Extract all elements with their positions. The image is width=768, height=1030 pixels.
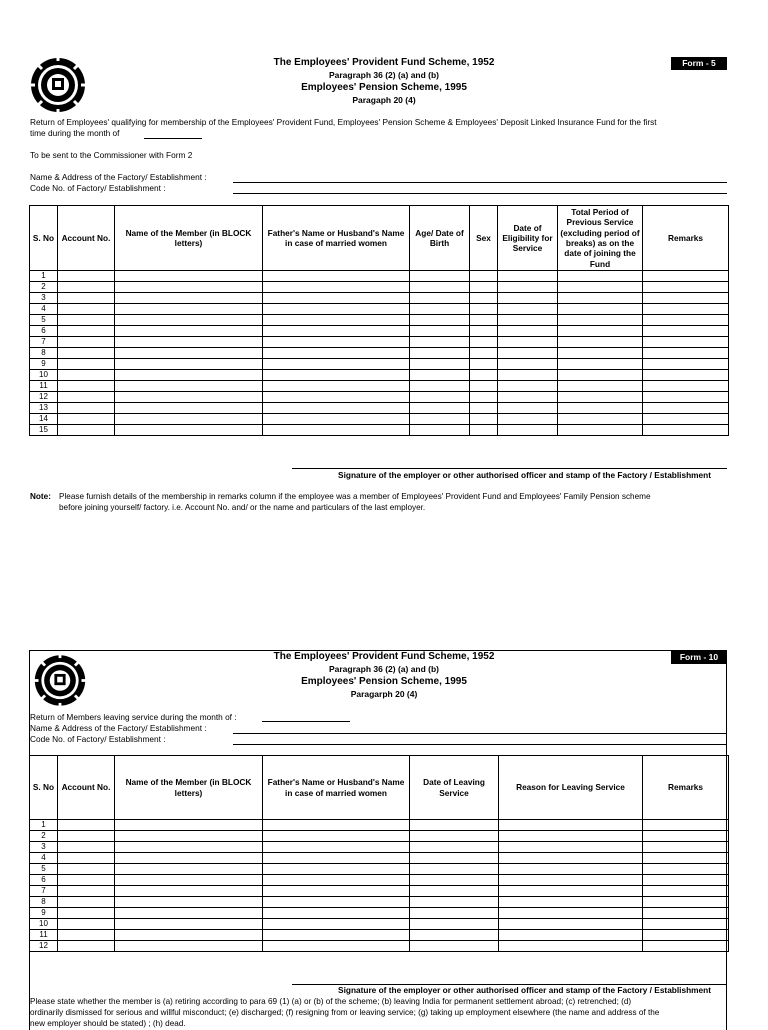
form-10-cell[interactable] <box>499 864 643 875</box>
form-10-cell[interactable] <box>263 875 410 886</box>
form-5-note-line-1: Please furnish details of the membership in remarks column if the employee was a member of Employees' Provident Fund and Employees' Family Pension scheme <box>59 492 651 501</box>
form-5-cell[interactable] <box>498 414 558 425</box>
form-5-cell[interactable] <box>115 359 263 370</box>
form-10-paragraph: Paragraph 36 (2) (a) and (b) <box>328 664 440 674</box>
form-5-cell[interactable] <box>263 348 410 359</box>
form-10-cell[interactable] <box>499 919 643 930</box>
table-row <box>30 864 729 875</box>
form-10-cell[interactable] <box>58 908 115 919</box>
form-5-cell[interactable] <box>498 425 558 436</box>
form-10-code-field[interactable] <box>233 744 727 745</box>
form-10-cell[interactable] <box>643 930 729 941</box>
form-5-cell[interactable] <box>558 370 643 381</box>
form-10-cell[interactable] <box>410 908 499 919</box>
form-5-cell[interactable] <box>410 392 470 403</box>
form-10-name-address-label: Name & Address of the Factory/ Establishment : <box>30 723 207 733</box>
form-10-cell[interactable] <box>499 842 643 853</box>
form-5-cell[interactable] <box>470 326 498 337</box>
form-10-cell[interactable] <box>58 831 115 842</box>
form-10-cell[interactable] <box>499 941 643 952</box>
form-5-cell[interactable] <box>115 381 263 392</box>
form-10-cell[interactable] <box>263 820 410 831</box>
form-5-cell[interactable] <box>263 370 410 381</box>
form-5-cell[interactable] <box>498 381 558 392</box>
table-row <box>30 370 729 381</box>
row-number: 13 <box>30 403 58 414</box>
form-5-cell[interactable] <box>558 403 643 414</box>
form-5-cell[interactable] <box>643 348 729 359</box>
col-member-name: Name of the Member (in BLOCK letters) <box>115 756 263 820</box>
form-5-cell[interactable] <box>498 326 558 337</box>
form-5-cell[interactable] <box>115 282 263 293</box>
form-5-cell[interactable] <box>115 293 263 304</box>
form-5-cell[interactable] <box>115 304 263 315</box>
form-5-signature-line <box>292 468 727 469</box>
form-5-cell[interactable] <box>410 403 470 414</box>
form-10-cell[interactable] <box>410 842 499 853</box>
form-10-cell[interactable] <box>58 886 115 897</box>
row-number: 5 <box>30 864 58 875</box>
form-10-cell[interactable] <box>643 842 729 853</box>
form-5-cell[interactable] <box>643 304 729 315</box>
form-5-cell[interactable] <box>643 282 729 293</box>
form-5-code-label: Code No. of Factory/ Establishment : <box>30 183 166 193</box>
form-5-cell[interactable] <box>115 326 263 337</box>
form-10-cell[interactable] <box>263 908 410 919</box>
form-10-cell[interactable] <box>115 831 263 842</box>
form-10-cell[interactable] <box>58 864 115 875</box>
table-row <box>30 337 729 348</box>
form-5-badge: Form - 5 <box>671 57 727 70</box>
form-5-note-label: Note: <box>30 492 51 501</box>
form-10-cell[interactable] <box>410 897 499 908</box>
form-5-cell[interactable] <box>558 381 643 392</box>
form-10-pension-title: Employees' Pension Scheme, 1995 <box>301 676 467 687</box>
form-5-cell[interactable] <box>410 315 470 326</box>
table-row <box>30 326 729 337</box>
form-5-cell[interactable] <box>643 381 729 392</box>
form-5-cell[interactable] <box>470 370 498 381</box>
col-sex: Sex <box>470 206 498 271</box>
form-10-cell[interactable] <box>410 853 499 864</box>
form-10-cell[interactable] <box>263 864 410 875</box>
col-remarks: Remarks <box>643 206 729 271</box>
form-10-cell[interactable] <box>499 875 643 886</box>
form-10-cell[interactable] <box>115 897 263 908</box>
form-5-cell[interactable] <box>558 392 643 403</box>
form-5-cell[interactable] <box>470 337 498 348</box>
row-number: 3 <box>30 293 58 304</box>
form-10-cell[interactable] <box>643 886 729 897</box>
form-5-cell[interactable] <box>58 315 115 326</box>
row-number: 15 <box>30 425 58 436</box>
form-10-cell[interactable] <box>115 875 263 886</box>
row-number: 3 <box>30 842 58 853</box>
form-10-cell[interactable] <box>263 831 410 842</box>
row-number: 11 <box>30 381 58 392</box>
form-10-footer-line-2: ordinarily dismissed for serious and willful misconduct; (e) discharged; (f) resigning from or leaving service; (g) taking up employment elsewhere (the name and address of the <box>30 1008 660 1017</box>
form-5-cell[interactable] <box>410 337 470 348</box>
form-5-cell[interactable] <box>498 392 558 403</box>
form-5-cell[interactable] <box>558 315 643 326</box>
form-5-cell[interactable] <box>58 293 115 304</box>
form-10-cell[interactable] <box>58 842 115 853</box>
form-5-cell[interactable] <box>410 370 470 381</box>
row-number: 11 <box>30 930 58 941</box>
form-5-cell[interactable] <box>498 293 558 304</box>
form-5-cell[interactable] <box>643 403 729 414</box>
table-row <box>30 425 729 436</box>
form-10-cell[interactable] <box>643 820 729 831</box>
table-row <box>30 414 729 425</box>
form-10-cell[interactable] <box>115 941 263 952</box>
form-5-cell[interactable] <box>643 359 729 370</box>
form-10-cell[interactable] <box>410 919 499 930</box>
col-member-name: Name of the Member (in BLOCK letters) <box>115 206 263 271</box>
form-10-cell[interactable] <box>115 930 263 941</box>
form-10-cell[interactable] <box>410 864 499 875</box>
form-5-cell[interactable] <box>643 293 729 304</box>
form-10-cell[interactable] <box>263 842 410 853</box>
form-10-cell[interactable] <box>643 831 729 842</box>
table-row <box>30 919 729 930</box>
table-row <box>30 359 729 370</box>
form-5-cell[interactable] <box>410 326 470 337</box>
form-5-cell[interactable] <box>410 348 470 359</box>
row-number: 7 <box>30 337 58 348</box>
form-10-cell[interactable] <box>58 897 115 908</box>
table-row <box>30 930 729 941</box>
table-row <box>30 282 729 293</box>
form-5-cell[interactable] <box>115 425 263 436</box>
row-number: 8 <box>30 897 58 908</box>
form-5-name-address-field[interactable] <box>233 182 727 183</box>
form-10-return-label: Return of Members leaving service during the month of : <box>30 712 237 722</box>
row-number: 8 <box>30 348 58 359</box>
table-row <box>30 886 729 897</box>
form-10-cell[interactable] <box>643 941 729 952</box>
form-10-cell[interactable] <box>643 864 729 875</box>
form-10-cell[interactable] <box>115 919 263 930</box>
form-5-cell[interactable] <box>470 293 498 304</box>
form-10-cell[interactable] <box>410 831 499 842</box>
form-10-footer-line-1: Please state whether the member is (a) retiring according to para 69 (1) (a) or (b) of the scheme; (b) leaving India for permanent settlement abroad; (c) retrenched; (d) <box>30 997 632 1006</box>
form-10-code-label: Code No. of Factory/ Establishment : <box>30 734 166 744</box>
form-5-cell[interactable] <box>58 359 115 370</box>
col-father-name: Father's Name or Husband's Name in case of married women <box>263 206 410 271</box>
form-5-cell[interactable] <box>470 348 498 359</box>
form-5-signature-label: Signature of the employer or other authorised officer and stamp of the Factory / Establishment <box>338 470 711 480</box>
col-sno: S. No <box>30 206 58 271</box>
row-number: 1 <box>30 820 58 831</box>
form-5-cell[interactable] <box>643 337 729 348</box>
table-row <box>30 842 729 853</box>
form-5-cell[interactable] <box>263 315 410 326</box>
form-5-cell[interactable] <box>498 315 558 326</box>
row-number: 2 <box>30 282 58 293</box>
row-number: 7 <box>30 886 58 897</box>
form-5-cell[interactable] <box>558 326 643 337</box>
table-row <box>30 875 729 886</box>
form-5-cell[interactable] <box>558 359 643 370</box>
form-5-paragraph: Paragraph 36 (2) (a) and (b) <box>328 70 440 80</box>
form-5-cell[interactable] <box>558 282 643 293</box>
form-5-cell[interactable] <box>58 337 115 348</box>
form-5-cell[interactable] <box>58 304 115 315</box>
row-number: 14 <box>30 414 58 425</box>
form-5-cell[interactable] <box>643 271 729 282</box>
form-5-cell[interactable] <box>58 348 115 359</box>
row-number: 1 <box>30 271 58 282</box>
form-5-cell[interactable] <box>470 271 498 282</box>
form-10-cell[interactable] <box>643 919 729 930</box>
row-number: 4 <box>30 853 58 864</box>
form-10-cell[interactable] <box>499 831 643 842</box>
form-10-badge: Form - 10 <box>671 651 727 664</box>
form-5-cell[interactable] <box>470 392 498 403</box>
col-eligibility-date: Date of Eligibility for Service <box>498 206 558 271</box>
form-5-cell[interactable] <box>263 282 410 293</box>
col-father-name: Father's Name or Husband's Name in case of married women <box>263 756 410 820</box>
col-sno: S. No <box>30 756 58 820</box>
form-5-cell[interactable] <box>410 282 470 293</box>
form-10-cell[interactable] <box>643 897 729 908</box>
row-number: 6 <box>30 326 58 337</box>
form-5-cell[interactable] <box>115 315 263 326</box>
table-row <box>30 271 729 282</box>
form-5-table <box>29 205 729 436</box>
form-5-cell[interactable] <box>410 425 470 436</box>
form-10-cell[interactable] <box>263 941 410 952</box>
table-row <box>30 304 729 315</box>
form-10-footer-line-3: new employer should be stated) ; (h) dead. <box>30 1019 186 1028</box>
form-5-cell[interactable] <box>263 425 410 436</box>
table-row <box>30 897 729 908</box>
form-5-sent-to: To be sent to the Commissioner with Form 2 <box>30 150 193 160</box>
form-10-name-address-field[interactable] <box>233 733 727 734</box>
form-10-cell[interactable] <box>499 908 643 919</box>
table-row <box>30 403 729 414</box>
table-row <box>30 293 729 304</box>
form-5-cell[interactable] <box>558 425 643 436</box>
form-5-cell[interactable] <box>263 414 410 425</box>
form-5-cell[interactable] <box>558 414 643 425</box>
form-5-cell[interactable] <box>470 414 498 425</box>
form-5-cell[interactable] <box>558 337 643 348</box>
form-10-month-field[interactable] <box>262 721 350 722</box>
form-5-cell[interactable] <box>58 271 115 282</box>
form-5-cell[interactable] <box>263 359 410 370</box>
form-5-cell[interactable] <box>115 392 263 403</box>
form-5-cell[interactable] <box>643 370 729 381</box>
form-10-cell[interactable] <box>410 820 499 831</box>
table-row <box>30 853 729 864</box>
form-5-title: The Employees' Provident Fund Scheme, 1952 <box>273 57 495 68</box>
form-5-cell[interactable] <box>58 414 115 425</box>
form-5-cell[interactable] <box>58 381 115 392</box>
form-5-pension-title: Employees' Pension Scheme, 1995 <box>301 82 467 93</box>
form-5-cell[interactable] <box>558 293 643 304</box>
form-5-cell[interactable] <box>643 425 729 436</box>
form-5-cell[interactable] <box>558 348 643 359</box>
form-10-cell[interactable] <box>263 930 410 941</box>
form-5-cell[interactable] <box>58 392 115 403</box>
form-10-cell[interactable] <box>263 886 410 897</box>
form-5-cell[interactable] <box>58 425 115 436</box>
row-number: 12 <box>30 392 58 403</box>
form-10-paragraph-2: Paragarph 20 (4) <box>350 689 418 699</box>
form-10-title: The Employees' Provident Fund Scheme, 1952 <box>273 651 495 662</box>
form-10-cell[interactable] <box>58 941 115 952</box>
form-5-cell[interactable] <box>263 293 410 304</box>
row-number: 12 <box>30 941 58 952</box>
form-5-cell[interactable] <box>470 282 498 293</box>
form-10-cell[interactable] <box>115 853 263 864</box>
col-leaving-date: Date of Leaving Service <box>410 756 499 820</box>
form-5-cell[interactable] <box>410 271 470 282</box>
form-5-cell[interactable] <box>410 414 470 425</box>
form-5-cell[interactable] <box>498 403 558 414</box>
form-5-cell[interactable] <box>558 304 643 315</box>
form-10-cell[interactable] <box>499 886 643 897</box>
form-5-cell[interactable] <box>410 293 470 304</box>
col-account-no: Account No. <box>58 206 115 271</box>
form-5-cell[interactable] <box>263 392 410 403</box>
form-10-cell[interactable] <box>643 853 729 864</box>
form-10-table <box>29 755 729 952</box>
form-5-note-line-2: before joining yourself/ factory. i.e. Account No. and/ or the name and particulars of the last employer. <box>59 503 426 512</box>
form-10-cell[interactable] <box>115 908 263 919</box>
form-10-cell[interactable] <box>410 875 499 886</box>
form-5-intro-line-2: time during the month of <box>30 128 120 138</box>
table-row <box>30 908 729 919</box>
form-5-cell[interactable] <box>263 337 410 348</box>
form-10-signature-label: Signature of the employer or other authorised officer and stamp of the Factory / Establishment <box>338 985 711 995</box>
form-10-cell[interactable] <box>410 886 499 897</box>
form-10-cell[interactable] <box>263 853 410 864</box>
form-5-cell[interactable] <box>58 370 115 381</box>
form-5-cell[interactable] <box>470 381 498 392</box>
table-row <box>30 820 729 831</box>
form-10-cell[interactable] <box>115 886 263 897</box>
row-number: 2 <box>30 831 58 842</box>
form-5-cell[interactable] <box>115 370 263 381</box>
form-10-cell[interactable] <box>58 919 115 930</box>
form-5-name-address-label: Name & Address of the Factory/ Establishment : <box>30 172 207 182</box>
form-5-cell[interactable] <box>410 304 470 315</box>
form-10-cell[interactable] <box>58 820 115 831</box>
form-5-intro-line-1: Return of Employees' qualifying for membership of the Employees' Provident Fund, Employees' Pension Scheme & Employees' Deposit Linked Insurance Fund for the first <box>30 117 657 127</box>
form-10-cell[interactable] <box>499 853 643 864</box>
form-10-cell[interactable] <box>499 897 643 908</box>
form-10-cell[interactable] <box>263 897 410 908</box>
form-5-cell[interactable] <box>470 315 498 326</box>
form-5-cell[interactable] <box>470 304 498 315</box>
form-5-cell[interactable] <box>498 337 558 348</box>
col-account-no: Account No. <box>58 756 115 820</box>
table-row <box>30 315 729 326</box>
form-5-cell[interactable] <box>263 304 410 315</box>
row-number: 4 <box>30 304 58 315</box>
col-age: Age/ Date of Birth <box>410 206 470 271</box>
form-5-cell[interactable] <box>115 403 263 414</box>
form-5-cell[interactable] <box>263 403 410 414</box>
form-5-cell[interactable] <box>470 425 498 436</box>
form-5-cell[interactable] <box>498 271 558 282</box>
form-5-cell[interactable] <box>498 282 558 293</box>
form-10-cell[interactable] <box>58 853 115 864</box>
form-10-cell[interactable] <box>115 820 263 831</box>
row-number: 10 <box>30 919 58 930</box>
form-5-cell[interactable] <box>115 348 263 359</box>
form-5-cell[interactable] <box>643 414 729 425</box>
form-5-cell[interactable] <box>558 271 643 282</box>
form-5-cell[interactable] <box>470 359 498 370</box>
table-row <box>30 831 729 842</box>
form-5-cell[interactable] <box>263 326 410 337</box>
col-previous-service: Total Period of Previous Service (excluding period of breaks) as on the date of joining the Fund <box>558 206 643 271</box>
form-5-cell[interactable] <box>58 282 115 293</box>
row-number: 10 <box>30 370 58 381</box>
form-5-cell[interactable] <box>58 403 115 414</box>
form-5-cell[interactable] <box>498 359 558 370</box>
form-5-cell[interactable] <box>115 271 263 282</box>
table-row <box>30 392 729 403</box>
form-5-cell[interactable] <box>115 414 263 425</box>
form-5-cell[interactable] <box>498 304 558 315</box>
form-10-cell[interactable] <box>263 919 410 930</box>
form-5-cell[interactable] <box>263 271 410 282</box>
form-10-cell[interactable] <box>410 941 499 952</box>
table-row <box>30 941 729 952</box>
form-10-cell[interactable] <box>58 875 115 886</box>
form-5-cell[interactable] <box>263 381 410 392</box>
form-10-cell[interactable] <box>499 820 643 831</box>
row-number: 9 <box>30 359 58 370</box>
form-5-cell[interactable] <box>410 381 470 392</box>
form-10-cell[interactable] <box>410 930 499 941</box>
form-10-cell[interactable] <box>115 864 263 875</box>
col-leaving-reason: Reason for Leaving Service <box>499 756 643 820</box>
form-5-cell[interactable] <box>643 392 729 403</box>
form-5-cell[interactable] <box>115 337 263 348</box>
table-row <box>30 348 729 359</box>
form-10-cell[interactable] <box>499 930 643 941</box>
col-remarks: Remarks <box>643 756 729 820</box>
form-5-cell[interactable] <box>470 403 498 414</box>
form-5-month-field[interactable] <box>144 138 202 139</box>
form-5-paragraph-2: Paragaph 20 (4) <box>352 95 416 105</box>
form-5-code-field[interactable] <box>233 193 727 194</box>
form-5-cell[interactable] <box>643 315 729 326</box>
form-5-cell[interactable] <box>410 359 470 370</box>
row-number: 5 <box>30 315 58 326</box>
form-5-cell[interactable] <box>498 370 558 381</box>
row-number: 9 <box>30 908 58 919</box>
form-5-cell[interactable] <box>498 348 558 359</box>
table-row <box>30 381 729 392</box>
form-10-cell[interactable] <box>643 875 729 886</box>
form-10-cell[interactable] <box>115 842 263 853</box>
form-5-cell[interactable] <box>58 326 115 337</box>
row-number: 6 <box>30 875 58 886</box>
form-5-cell[interactable] <box>643 326 729 337</box>
form-10-cell[interactable] <box>58 930 115 941</box>
form-10-cell[interactable] <box>643 908 729 919</box>
